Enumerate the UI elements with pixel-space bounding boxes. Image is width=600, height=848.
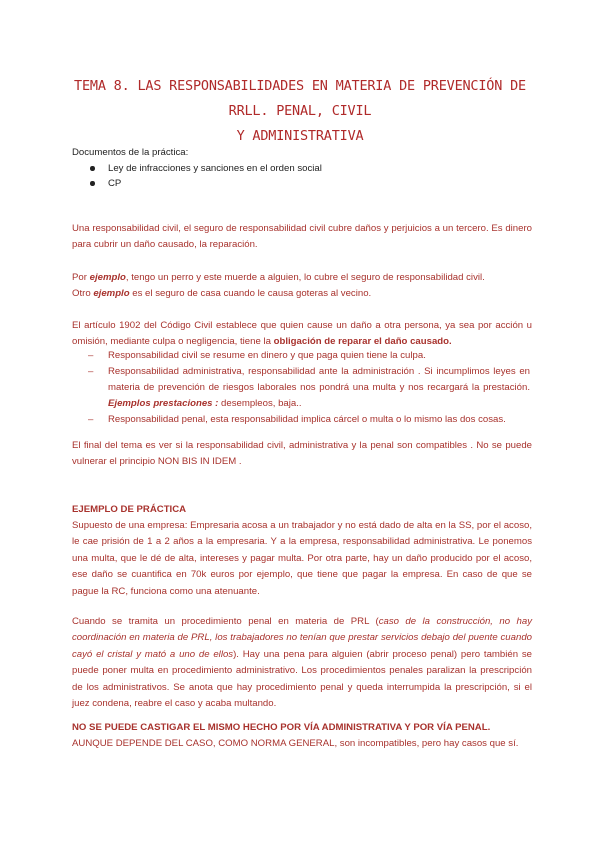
dash-icon: – <box>88 414 94 425</box>
example-dog-line <box>72 270 532 286</box>
document-item-1: Ley de infracciones y sanciones en el orden social <box>108 163 322 174</box>
text-run: desempleos, baja.. <box>218 398 302 409</box>
administrative-responsibility-text: Responsabilidad administrativa, responsabilidad ante la administración . Si incumplimos leyes en materia de prevención de riesgos laborales nos pondrá una multa y nos recargará la prestación. <box>108 366 530 393</box>
responsibility-list <box>88 348 530 428</box>
bold-text: NO SE PUEDE CASTIGAR EL MISMO HECHO POR VÍA ADMINISTRATIVA Y POR VÍA PENAL. <box>72 722 491 733</box>
document-title <box>60 74 540 149</box>
text-run: , tengo un perro y este muerde a alguien, lo cubre el seguro de responsabilidad civil. <box>125 272 485 283</box>
emphasis-text: ejemplo <box>93 288 130 300</box>
text-run: Cuando se tramita un procedimiento penal en materia de PRL ( <box>72 616 379 627</box>
bullet-icon <box>90 181 95 186</box>
example-house-line <box>72 286 532 302</box>
list-item <box>88 412 530 428</box>
emphasis-text: Ejemplos prestaciones : <box>108 398 219 409</box>
conclusion-paragraph <box>72 720 532 753</box>
civil-responsibility-text: Responsabilidad civil se resume en dinero y que paga quien tiene la culpa. <box>108 350 426 361</box>
text-run: AUNQUE DEPENDE DEL CASO, COMO NORMA GENERAL, son incompatibles, pero hay casos que sí. <box>72 738 519 750</box>
text-run: Por <box>72 272 90 283</box>
documents-heading: Documentos de la práctica: <box>72 147 189 158</box>
article-1902-paragraph <box>72 318 532 351</box>
bold-text: obligación de reparar el daño causado. <box>273 336 452 348</box>
intro-paragraph-1: Una responsabilidad civil, el seguro de responsabilidad civil cubre daños y perjuicios a un tercero. Es dinero para cubrir un daño causado, la reparación. <box>72 223 532 251</box>
example-paragraph-1: Supuesto de una empresa: Empresaria acosa a un trabajador y no está dado de alta en la SS, por el acoso, le cae prisión de 1 a 2 años a la empresaria. Y a la empresa, responsabilidad administrativa. Le ponemos una multa, que le dé de alta, intereses y pagar multa. Por otra parte, hay un daño producido por el acoso, ese daño se cuantifica en 70k euros por ejemplo, que tiene que pagar la empresa. En caso de que se pague la RC, funciona como una atenuante. <box>72 520 532 597</box>
example-paragraph-2 <box>72 614 532 712</box>
bullet-icon <box>90 166 95 171</box>
penal-responsibility-text: Responsabilidad penal, esta responsabilidad implica cárcel o multa o lo mismo las dos cosas. <box>108 414 506 425</box>
title-line-2: Y ADMINISTRATIVA <box>236 128 364 144</box>
dash-icon: – <box>88 366 94 377</box>
text-run: El artículo 1902 del Código Civil establece que quien cause un daño a otra persona, ya sea por acción u omisión, mediante culpa o negligencia, tiene la <box>72 320 532 348</box>
emphasis-text: ejemplo <box>89 272 126 283</box>
text-run: es el seguro de casa cuando le causa goteras al vecino. <box>129 288 372 300</box>
italic-text: caso de la construcción, no hay coordinación en materia de PRL, los trabajadores no tenían que prestar servicios debajo del puente cuando cayó el cristal y mató a uno de ellos <box>72 616 532 660</box>
text-run: Otro <box>72 288 94 300</box>
list-item <box>88 364 530 412</box>
list-item <box>88 348 530 364</box>
text-run: ). Hay una pena para alguien (abrir proceso penal) pero también se puede poner multa en procedimiento administrativo. Los procedimientos penales paralizan la prescripción de los administrativos. Se anota que hay procedimiento penal y queda interrumpida la prescripción, si el juez condena, reabre el caso y acaba multando. <box>72 648 532 710</box>
title-line-1: TEMA 8. LAS RESPONSABILIDADES EN MATERIA DE PREVENCIÓN DE RRLL. PENAL, CIVIL <box>74 78 526 119</box>
example-heading: EJEMPLO DE PRÁCTICA <box>72 504 187 515</box>
final-paragraph: El final del tema es ver si la responsabilidad civil, administrativa y la penal son compatibles . No se puede vulnerar el principio NON BIS IN IDEM . <box>72 440 532 468</box>
intro-paragraph-2 <box>72 270 532 303</box>
dash-icon: – <box>88 350 94 361</box>
document-item-2: CP <box>108 178 122 189</box>
